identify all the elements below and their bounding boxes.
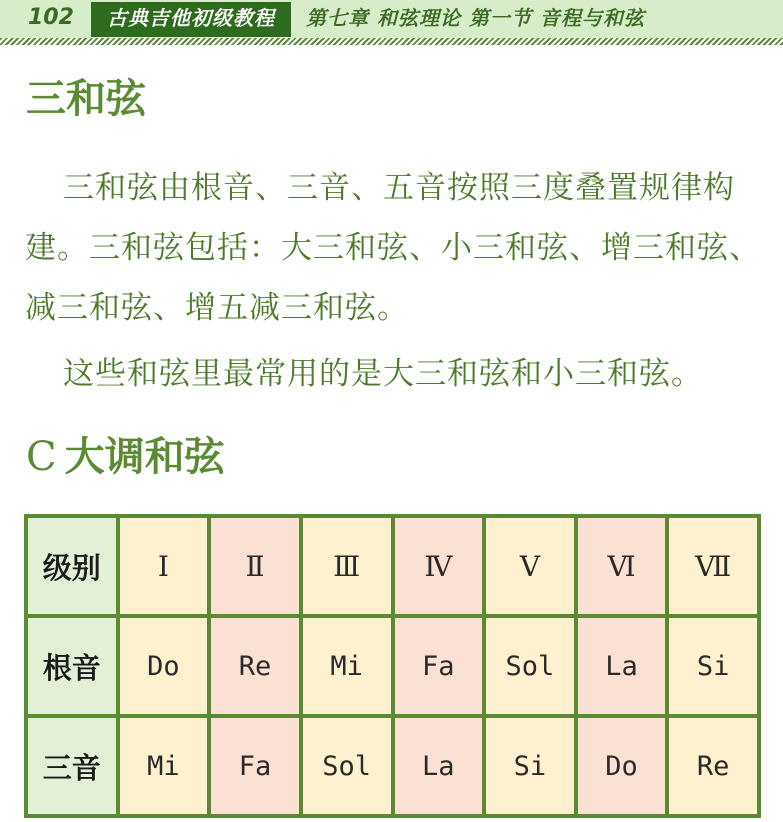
row-label: 级别 [26,516,118,616]
table-cell: Ⅶ [667,516,759,616]
table-cell: Ⅳ [393,516,485,616]
table-cell: La [393,716,485,816]
table-row-third [26,716,759,816]
c-major-chord-table [24,514,761,818]
header-divider [0,38,783,45]
table-cell: Si [667,616,759,716]
section-heading-c-major-chords [26,432,225,482]
table-cell: Ⅴ [484,516,576,616]
table-cell: La [576,616,668,716]
page-header [0,0,783,38]
table-cell: Ⅰ [118,516,210,616]
table-row-degree [26,516,759,616]
table-cell: Si [484,716,576,816]
section-heading-triads: 三和弦 [26,76,146,122]
table-cell: Fa [393,616,485,716]
table-cell: Ⅱ [209,516,301,616]
table-cell: Mi [118,716,210,816]
heading-key-letter: C [26,434,57,480]
table-cell: Re [667,716,759,816]
table-cell: Do [576,716,668,816]
table-cell: Ⅲ [301,516,393,616]
table-cell: Sol [301,716,393,816]
triad-definition-paragraph: 三和弦由根音、三音、五音按照三度叠置规律构建。三和弦包括：大三和弦、小三和弦、增三和弦、减三和弦、增五减三和弦。 [25,170,761,326]
book-title: 古典吉他初级教程 [91,2,291,37]
common-triads-paragraph: 这些和弦里最常用的是大三和弦和小三和弦。 [63,356,703,392]
table-cell: Do [118,616,210,716]
table-cell: Re [209,616,301,716]
table-cell: Fa [209,716,301,816]
table-cell: Sol [484,616,576,716]
chapter-title: 第七章 和弦理论 第一节 音程与和弦 [306,6,645,30]
page-number: 102 [28,5,74,30]
table-row-root [26,616,759,716]
heading-main-text: 大调和弦 [64,434,225,480]
table-cell: Mi [301,616,393,716]
table-cell: Ⅵ [576,516,668,616]
row-label: 三音 [26,716,118,816]
row-label: 根音 [26,616,118,716]
